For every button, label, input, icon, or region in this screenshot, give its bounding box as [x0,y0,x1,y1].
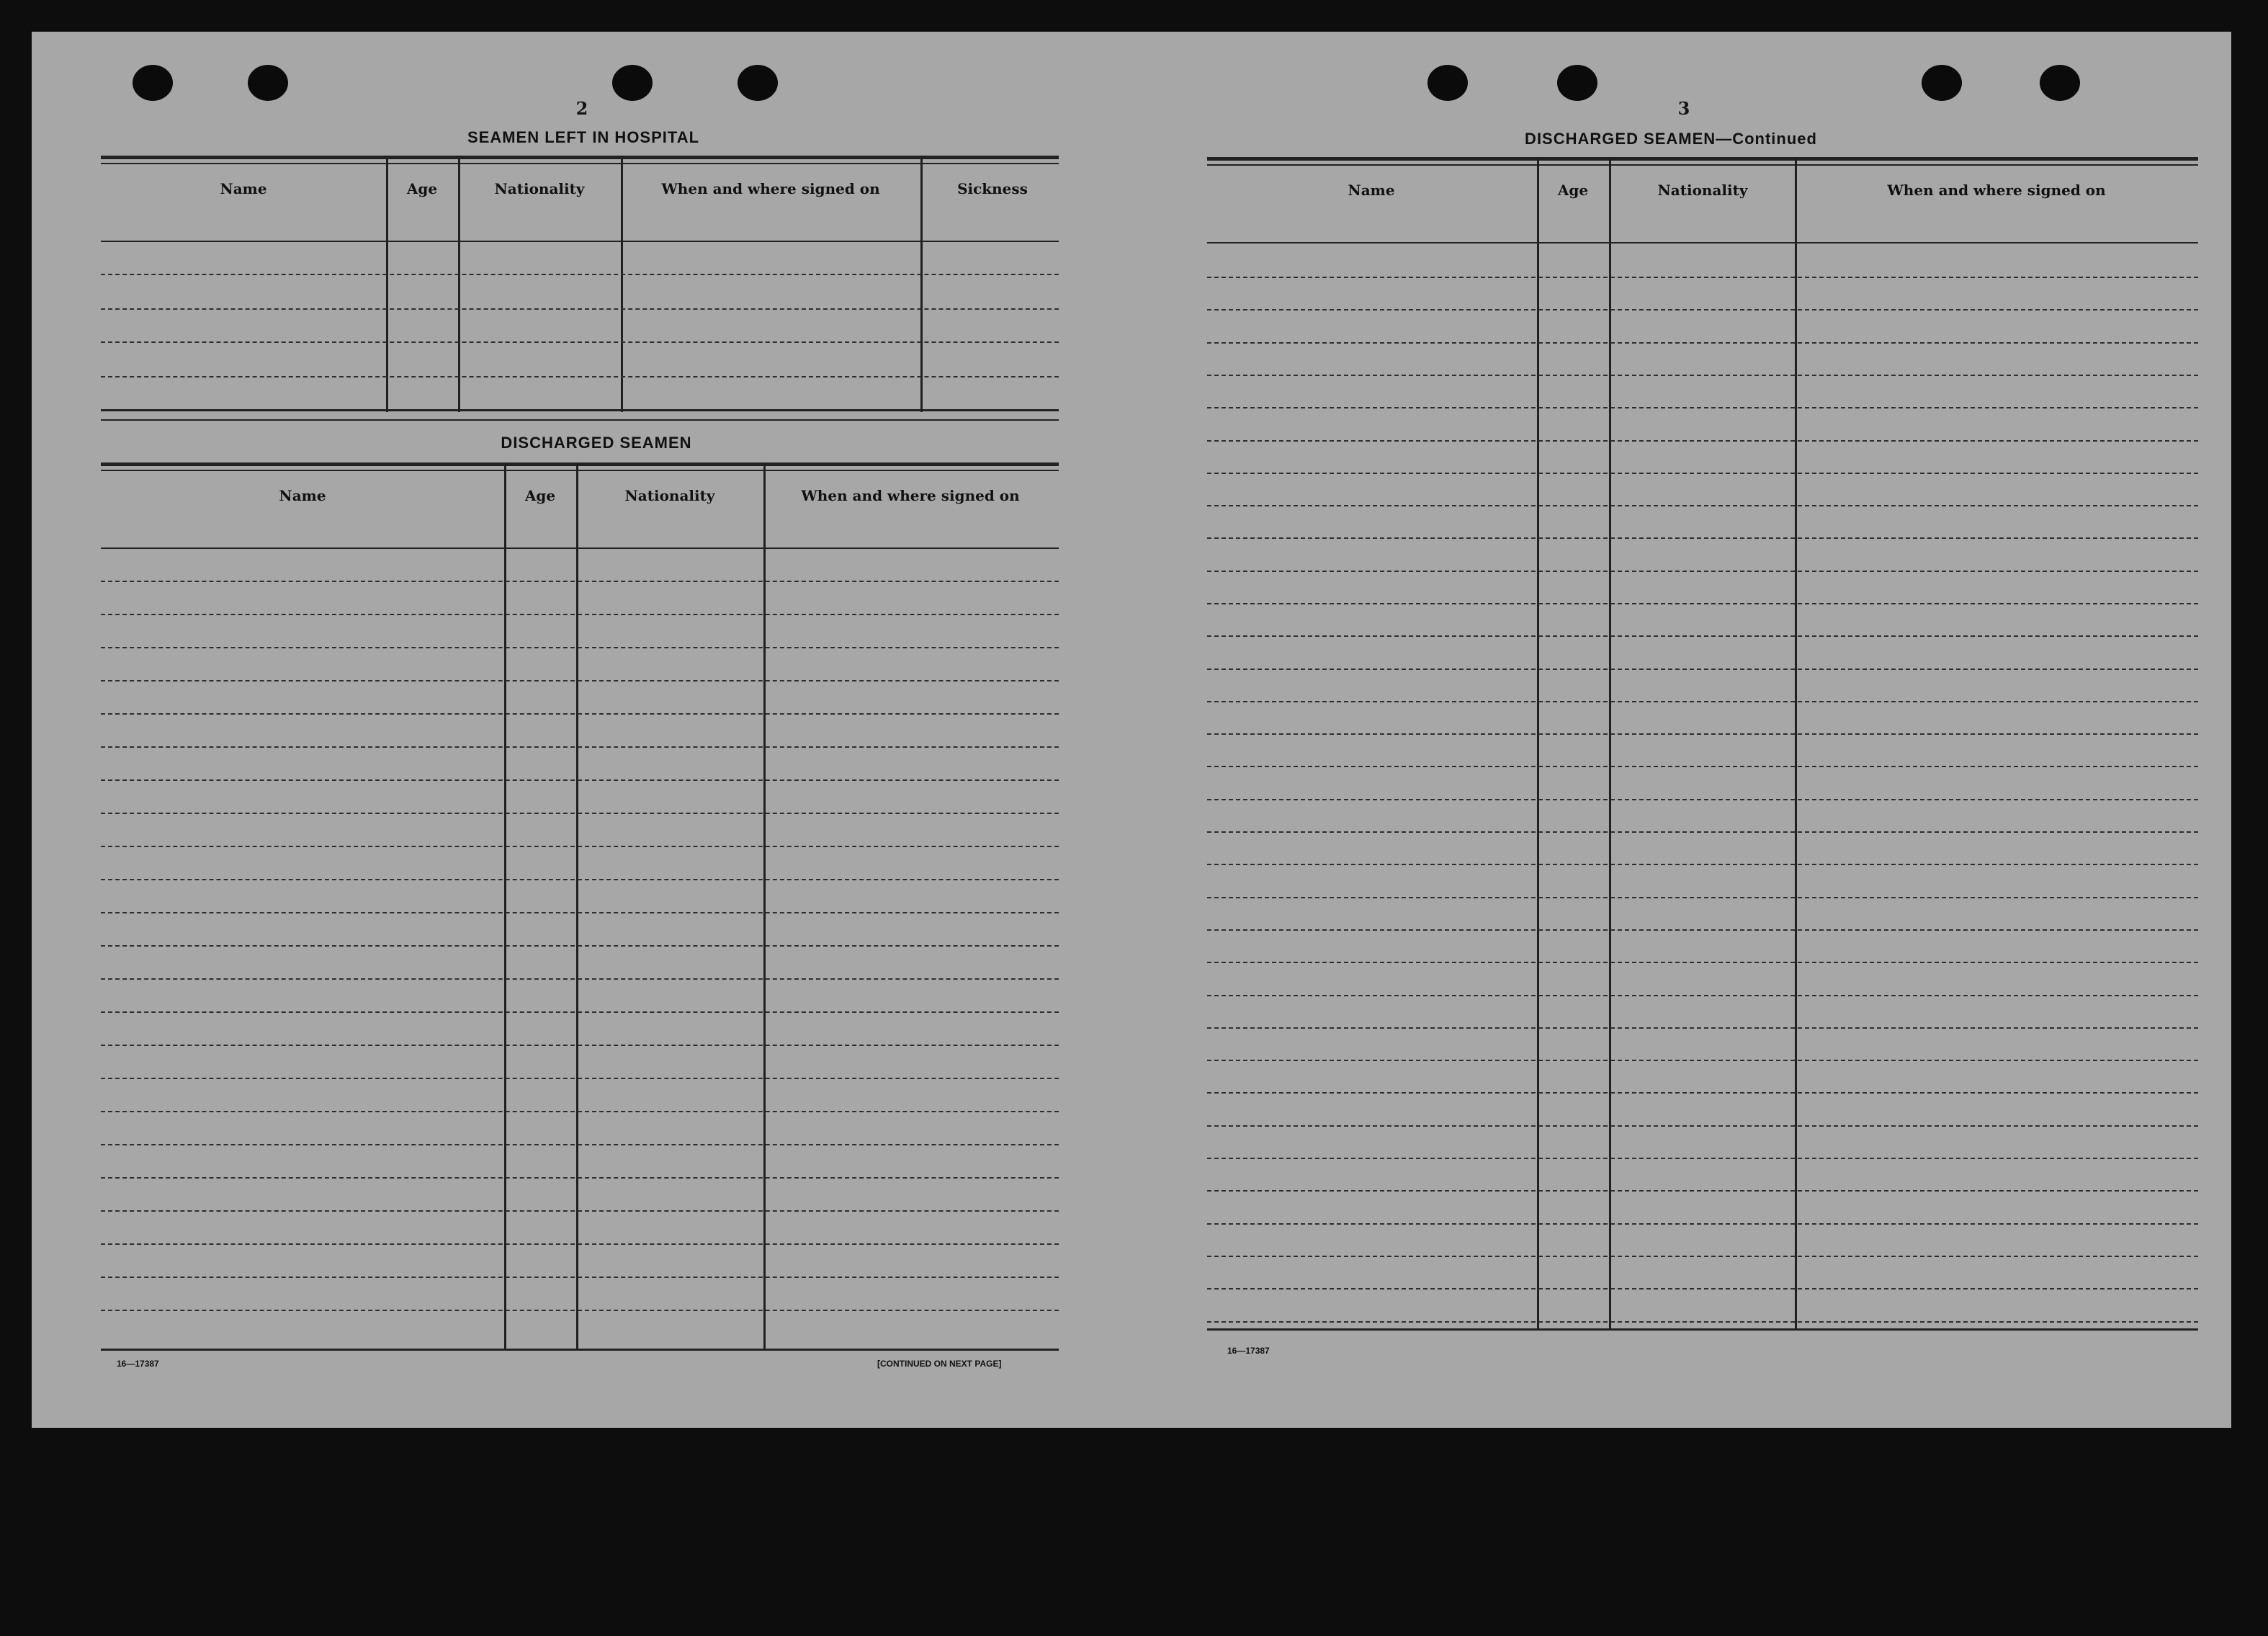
punch-hole [1922,65,1962,101]
form-row-line [101,713,1059,715]
punch-hole [738,65,778,101]
form-row-line [1207,1027,2198,1029]
form-row-line [1207,277,2198,278]
form-row-line [101,1078,1059,1079]
form-row-line [1207,1321,2198,1323]
form-row-line [101,978,1059,980]
form-row-line [1207,309,2198,310]
form-row-line [101,1210,1059,1212]
form-row-line [1207,1060,2198,1061]
form-row-line [1207,571,2198,572]
form-row-line [1207,1223,2198,1225]
hospital-section-title: SEAMEN LEFT IN HOSPITAL [467,128,700,146]
discharged-header-age: Age [524,487,556,504]
form-row-line [101,1243,1059,1245]
form-row-line [101,614,1059,615]
form-row-line [1207,1190,2198,1192]
form-number-right: 16—17387 [1227,1346,1270,1356]
punch-hole [612,65,653,101]
form-row-line [101,647,1059,648]
form-row-line [1207,473,2198,474]
continued-header-age: Age [1557,182,1589,199]
form-row-line [1207,1125,2198,1127]
continued-header-nationality: Nationality [1657,182,1748,199]
form-row-line [101,1011,1059,1013]
discharged-continued-title: DISCHARGED SEAMEN—Continued [1525,130,1817,148]
hospital-header-age: Age [406,180,438,197]
form-row-line [101,1277,1059,1278]
continued-header-name: Name [1348,182,1395,199]
form-row-line [101,1045,1059,1046]
form-row-line [1207,1092,2198,1094]
form-row-line [101,581,1059,582]
punch-hole [1427,65,1468,101]
form-row-line [1207,799,2198,800]
form-row-line [101,879,1059,880]
document-sheet [32,32,2231,1428]
form-row-line [1207,505,2198,506]
form-row-line [1207,375,2198,376]
discharged-table [101,462,1059,1379]
form-row-line [1207,440,2198,442]
form-row-line [1207,669,2198,670]
form-row-line [1207,537,2198,539]
hospital-header-sickness: Sickness [957,180,1028,197]
form-row-line [1207,864,2198,865]
hospital-header-signed-on: When and where signed on [661,180,880,197]
hospital-header-name: Name [220,180,267,197]
form-row-line [1207,929,2198,931]
form-row-line [101,746,1059,748]
form-row-line [101,846,1059,847]
punch-hole [248,65,288,101]
discharged-header-signed-on: When and where signed on [801,487,1020,504]
discharged-header-name: Name [279,487,326,504]
continued-header-signed-on: When and where signed on [1887,182,2106,199]
form-row-line [101,813,1059,814]
form-row-line [1207,766,2198,767]
form-row-line [1207,407,2198,408]
form-row-line [1207,733,2198,735]
page-number-left: 2 [575,98,588,119]
punch-hole [1557,65,1597,101]
form-row-line [1207,1158,2198,1159]
discharged-continued-table [1207,157,2198,1367]
form-row-line [101,779,1059,781]
form-row-line [1207,962,2198,963]
page-number-right: 3 [1677,98,1690,119]
form-number-left: 16—17387 [117,1359,159,1369]
form-row-line [1207,897,2198,898]
punch-hole [133,65,173,101]
form-row-line [101,1177,1059,1179]
form-row-line [101,1310,1059,1311]
form-row-line [1207,1288,2198,1289]
hospital-table [101,156,1059,451]
discharged-header-nationality: Nationality [624,487,715,504]
form-row-line [101,912,1059,913]
form-row-line [101,1144,1059,1145]
form-row-line [1207,342,2198,344]
discharged-section-title: DISCHARGED SEAMEN [501,434,692,452]
continued-note: [CONTINUED ON NEXT PAGE] [877,1359,1002,1369]
form-row-line [1207,603,2198,604]
form-row-line [1207,635,2198,637]
form-row-line [1207,701,2198,702]
form-row-line [101,680,1059,681]
form-row-line [101,1111,1059,1112]
form-row-line [1207,995,2198,996]
hospital-header-nationality: Nationality [494,180,585,197]
form-row-line [1207,831,2198,833]
form-row-line [101,945,1059,947]
form-row-line [1207,1256,2198,1257]
punch-hole [2040,65,2080,101]
